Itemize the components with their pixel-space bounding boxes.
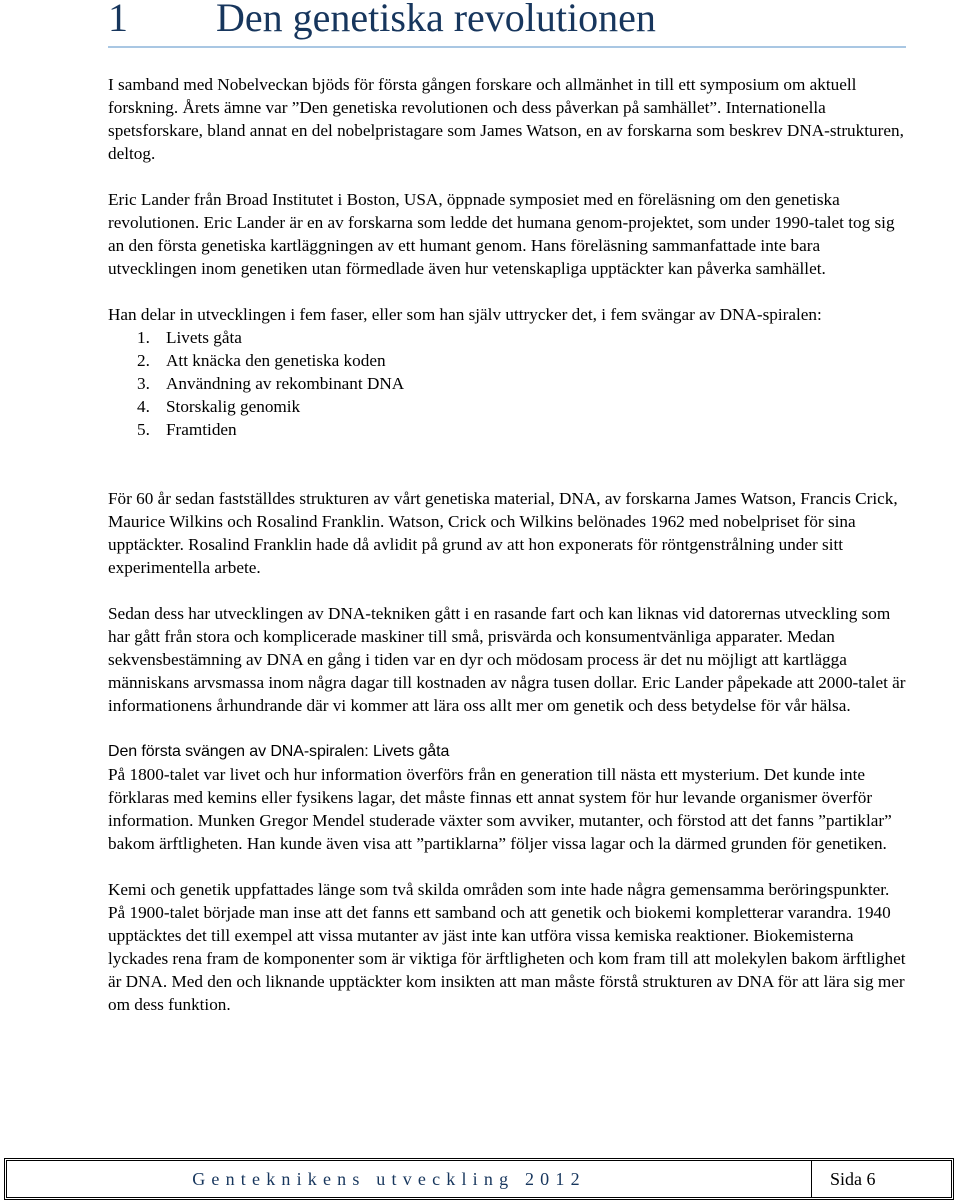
paragraph-dna-technique: Sedan dess har utvecklingen av DNA-tekniken gått i en rasande fart och kan liknas vid datorernas utveckling som har gått från stora och komplicerade maskiner till små, prisvärda och konsumentvänliga apparater. Medan sekvensbestämning av DNA en gång i tiden var en dyr och mödosam process är det nu möjligt att kartlägga människans arvsmassa inom några dagar till kostnaden av några tusen dollar. Eric Lander påpekade att 2000-talet är informationens århundrande där vi kommer att lära oss allt mer om genetik och dess betydelse för vår hälsa. (108, 604, 906, 715)
list-item-label: Att knäcka den genetiska koden (166, 351, 386, 370)
chapter-number: 1 (108, 0, 128, 40)
list-item-number: 4. (137, 397, 150, 416)
list-item (108, 395, 908, 418)
list-item-number: 1. (137, 328, 150, 347)
list-item-label: Framtiden (166, 420, 237, 439)
spacer (108, 441, 908, 487)
list-item-label: Användning av rekombinant DNA (166, 374, 405, 393)
list-item-number: 3. (137, 374, 150, 393)
paragraph-1800s: På 1800-talet var livet och hur information överförs från en generation till nästa ett mysterium. Det kunde inte förklaras med kemins eller fysikens lagar, det måste finnas ett annat system för hur levande organismer överför information. Munken Gregor Mendel studerade växter som avviker, mutanter, och förstod att det fanns ”partiklar” bakom ärftligheten. Han kunde även visa att ”partiklarna” följer vissa lagar och la därmed grunden för genetiken. (108, 765, 892, 853)
list-item (108, 326, 908, 349)
body-text (108, 73, 908, 1016)
chapter-title: Den genetiska revolutionen (216, 0, 656, 40)
list-item-label: Storskalig genomik (166, 397, 301, 416)
chapter-heading (108, 0, 906, 48)
paragraph-chemistry-genetics: Kemi och genetik uppfattades länge som två skilda områden som inte hade några gemensamma beröringspunkter. På 1900-talet började man inse att det fanns ett samband och att genetik och biokemi kompletterar varandra. 1940 upptäcktes det till exempel att vissa mutanter av jäst inte kan utföra vissa kemiska reaktioner. Biokemisterna lyckades rena fram de komponenter som är viktiga för ärftligheten och kom fram till att molekylen bakom ärftlighet är DNA. Med den och liknande upptäckter kom insikten att man måste förstå strukturen av DNA för att lära sig mer om dess funktion. (108, 880, 906, 1014)
phases-list (108, 326, 908, 441)
paragraph-intro: I samband med Nobelveckan bjöds för första gången forskare och allmänhet in till ett symposium om aktuell forskning. Årets ämne var ”Den genetiska revolutionen och dess påverkan på samhället”. Internationella spetsforskare, bland annat en del nobelpristagare som James Watson, en av forskarna som beskrev DNA-strukturen, deltog. (108, 75, 904, 163)
list-item-number: 2. (137, 351, 150, 370)
paragraph-eric-lander: Eric Lander från Broad Institutet i Boston, USA, öppnade symposiet med en föreläsning om den genetiska revolutionen. Eric Lander är en av forskarna som ledde det humana genom-projektet, som under 1990-talet tog sig an den första genetiska kartläggningen av ett humant genom. Hans föreläsning sammanfattade inte bara utvecklingen inom genetiken utan förmedlade även hur vetenskapliga upptäckter kan påverka samhället. (108, 190, 895, 278)
list-item-number: 5. (137, 420, 150, 439)
page-number: Sida 6 (811, 1161, 951, 1197)
footer-title: Genteknikens utveckling 2012 (192, 1168, 586, 1189)
list-item (108, 372, 908, 395)
list-item-label: Livets gåta (166, 328, 242, 347)
list-item (108, 418, 908, 441)
paragraph-dna-structure: För 60 år sedan fastställdes strukturen av vårt genetiska material, DNA, av forskarna James Watson, Francis Crick, Maurice Wilkins och Rosalind Franklin. Watson, Crick och Wilkins belönades 1962 med nobelpriset för sina upptäckter. Rosalind Franklin hade då avlidit på grund av att hon exponerats för röntgenstrålning under sitt experimentella arbete. (108, 489, 898, 577)
paragraph-phases-intro: Han delar in utvecklingen i fem faser, eller som han själv uttrycker det, i fem svängar av DNA-spiralen: (108, 305, 822, 324)
section-subheading: Den första svängen av DNA-spiralen: Livets gåta (108, 743, 450, 760)
list-item (108, 349, 908, 372)
page-footer (4, 1158, 954, 1200)
